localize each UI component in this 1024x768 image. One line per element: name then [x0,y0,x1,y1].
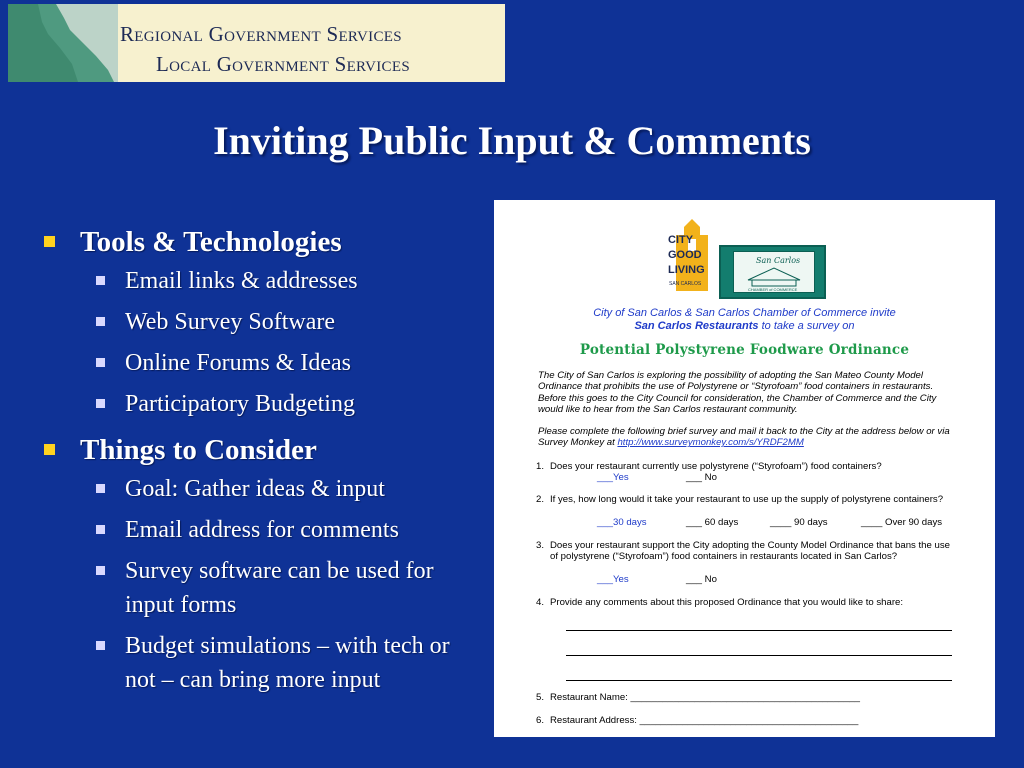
question-number: 4. [536,597,545,608]
q2-option-over-90: ____ Over 90 days [861,517,943,528]
list-item-text: Budget simulations – with tech or not – can bring more input [125,633,450,693]
option-text: ___Yes [597,472,629,483]
square-bullet-icon [44,236,55,247]
list-item [40,387,480,421]
comment-line [566,655,952,656]
list-item-text: Online Forums & Ideas [125,350,351,376]
city-good-living-logo [666,217,718,291]
list-item-text: Email links & addresses [125,268,358,294]
square-bullet-icon [96,317,105,326]
question-text: Restaurant Name: ___________________________________________ [550,692,860,703]
svg-text:LIVING: LIVING [668,264,705,276]
question-text: Does your restaurant currently use polystyrene (“Styrofoam”) food containers? [550,461,882,472]
survey-question-3 [536,540,950,563]
survey-invite-line-2 [494,320,995,332]
q1-no-option: ___ No [686,472,717,483]
city-logo-text: CITY [668,234,694,246]
survey-instructions-paragraph [538,426,958,449]
question-number: 2. [536,494,545,505]
square-bullet-icon [96,641,105,650]
list-item [40,472,480,506]
slide-title: Inviting Public Input & Comments [213,118,811,163]
survey-question-1 [536,461,950,472]
question-number: 1. [536,461,545,472]
option-text: ___Yes [597,574,629,585]
section-heading-text: Things to Consider [80,434,317,466]
survey-document-image [494,200,995,737]
comment-line [566,630,952,631]
square-bullet-icon [96,566,105,575]
chamber-of-commerce-logo [719,245,826,299]
q2-option-60: ___ 60 days [686,517,739,528]
square-bullet-icon [96,276,105,285]
list-item-text: Survey software can be used for input forms [125,558,434,618]
q1-yes-option [597,472,629,483]
city-logo-sub: SAN CARLOS [669,281,702,287]
section-heading-consider [40,428,480,472]
comment-line [566,680,952,681]
list-item-text: Email address for comments [125,517,399,543]
question-text: Restaurant Address: _________________________________________ [550,715,859,726]
banner-line-2: Local Government Services [156,52,410,76]
question-number: 6. [536,715,545,726]
survey-invite-bold: San Carlos Restaurants [634,320,759,332]
survey-intro-paragraph: The City of San Carlos is exploring the possibility of adopting the San Mateo County Model Ordinance that prohibits the use of Polystyrene or “Styrofoam” food containers in restaurants. Before this goes to the City Council for consideration, the Chamber of Commerce and the City would like to hear from the San Carlos restaurant community. [538,370,937,415]
svg-text:GOOD: GOOD [668,249,702,261]
survey-invite-line-1: City of San Carlos & San Carlos Chamber of Commerce invite [593,307,896,319]
q3-no-option: ___ No [686,574,717,585]
california-map-graphic [8,4,118,82]
question-text: Provide any comments about this proposed Ordinance that you would like to share: [550,597,904,608]
square-bullet-icon [96,358,105,367]
bullet-list [40,220,480,704]
list-item-text: Web Survey Software [125,309,336,335]
banner-line-1: Regional Government Services [120,22,402,46]
section-heading-tools [40,220,480,264]
question-number: 3. [536,540,545,551]
list-item [40,554,480,622]
survey-question-2 [536,494,950,505]
chamber-logo-sub: CHAMBER of COMMERCE [748,287,798,292]
question-number: 5. [536,692,545,703]
survey-question-6 [536,715,950,726]
option-text: ___30 days [597,517,647,528]
chamber-building-icon [734,252,814,292]
q3-yes-option [597,574,629,585]
list-item [40,346,480,380]
list-item [40,264,480,298]
chamber-logo-script: San Carlos [756,256,801,265]
survey-question-4 [536,597,950,608]
list-item [40,305,480,339]
question-text: If yes, how long would it take your restaurant to use up the supply of polystyrene containers? [550,494,944,505]
square-bullet-icon [96,525,105,534]
list-item [40,629,480,697]
square-bullet-icon [44,444,55,455]
list-item-text: Participatory Budgeting [125,391,355,417]
square-bullet-icon [96,484,105,493]
q2-option-90: ____ 90 days [770,517,828,528]
list-item [40,513,480,547]
survey-headline: Potential Polystyrene Foodware Ordinance [579,342,910,358]
header-banner [8,4,505,82]
survey-instructions-text: Please complete the following brief survey and mail it back to the City at the address below or via Survey Monkey at [538,426,950,449]
section-heading-text: Tools & Technologies [80,226,342,258]
survey-monkey-link[interactable]: http://www.surveymonkey.com/s/YRDF2MM [617,437,804,449]
q2-option-30 [597,517,647,528]
square-bullet-icon [96,399,105,408]
survey-question-5 [536,692,950,703]
question-text: Does your restaurant support the City adopting the County Model Ordinance that bans the use of polystyrene (“Styrofoam”) food containers in restaurants located in San Carlos? [550,540,950,563]
list-item-text: Goal: Gather ideas & input [125,476,385,502]
survey-invite-rest: to take a survey on [758,320,855,332]
